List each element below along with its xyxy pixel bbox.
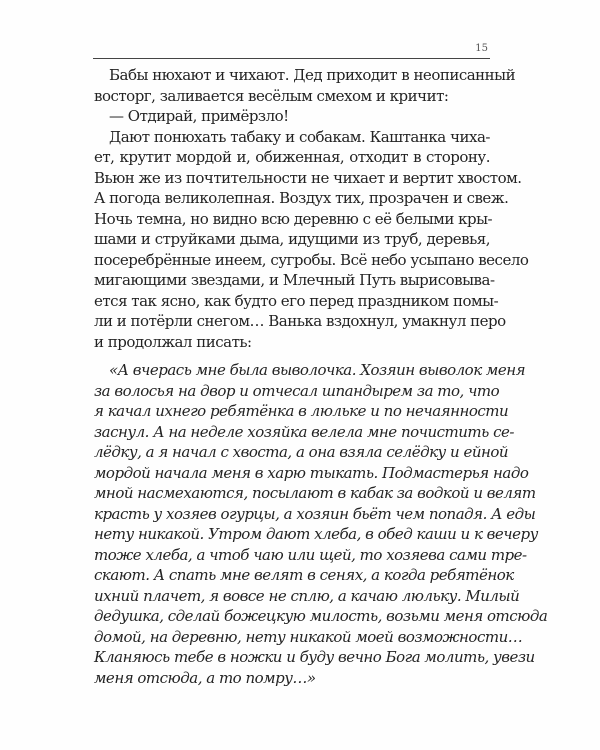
narrative-paragraphs	[94, 65, 529, 352]
letter-line: меня отсюда, а то помру…»	[94, 668, 316, 687]
page-number: 15	[475, 43, 488, 54]
narrative-line: — Отдирай, примёрзло!	[109, 107, 289, 125]
letter-line: нету никакой. Утром дают хлеба, в обед каши и к вечеру	[94, 525, 538, 543]
letter-line: красть у хозяев огурцы, а хозяин бьёт чем попадя. А еды	[94, 504, 536, 523]
letter-line: скают. А спать мне велят в сенях, а когда ребятёнок	[94, 566, 514, 584]
letter-line: мордой начала меня в харю тыкать. Подмастерья надо	[94, 463, 529, 482]
narrative-line: восторг, заливается весёлым смехом и кричит:	[94, 86, 449, 105]
letter-quote	[94, 360, 548, 688]
letter-line: за волосья на двор и отчесал шпандырем за то, что	[94, 381, 500, 400]
letter-line: дедушка, сделай божецкую милость, возьми меня отсюда	[94, 607, 548, 625]
paragraph-gap	[94, 352, 490, 360]
letter-line: тоже хлеба, а чтоб чаю или щей, то хозяева сами тре-	[94, 545, 527, 564]
narrative-line: А погода великолепная. Воздух тих, прозрачен и свеж.	[94, 189, 509, 207]
header-rule	[93, 58, 490, 59]
narrative-line: ется так ясно, как будто его перед праздником помы-	[94, 291, 499, 310]
letter-line: Кланяюсь тебе в ножки и буду вечно Бога молить, увези	[94, 648, 535, 666]
letter-line: мной насмехаются, посылают в кабак за водкой и велят	[94, 484, 536, 502]
narrative-line: Дают понюхать табаку и собакам. Каштанка чиха-	[109, 127, 490, 146]
letter-line: «А вчерась мне была выволочка. Хозяин выволок меня	[109, 361, 526, 379]
narrative-line: шами и струйками дыма, идущими из труб, деревья,	[94, 230, 490, 248]
letter-line: заснул. А на неделе хозяйка велела мне почистить се-	[94, 422, 514, 441]
letter-line: лёдку, а я начал с хвоста, а она взяла селёдку и ейной	[94, 443, 509, 461]
narrative-line: посеребрённые инеем, сугробы. Всё небо усыпано весело	[94, 250, 529, 269]
page-body	[94, 65, 548, 688]
letter-line: я качал ихнего ребятёнка в люльке и по нечаянности	[94, 402, 509, 420]
narrative-line: Ночь темна, но видно всю деревню с её белыми кры-	[94, 209, 493, 228]
narrative-line: Бабы нюхают и чихают. Дед приходит в неописанный	[109, 66, 516, 84]
narrative-line: и продолжал писать:	[94, 332, 252, 351]
narrative-line: ли и потёрли снегом… Ванька вздохнул, умакнул перо	[94, 312, 506, 330]
letter-line: ихний плачет, я вовсе не сплю, а качаю люльку. Милый	[94, 586, 520, 605]
narrative-line: ет, крутит мордой и, обиженная, отходит в сторону.	[94, 148, 490, 166]
narrative-line: мигающими звездами, и Млечный Путь вырисовыва-	[94, 271, 495, 289]
narrative-line: Вьюн же из почтительности не чихает и вертит хвостом.	[94, 168, 522, 187]
letter-line: домой, на деревню, нету никакой моей возможности…	[94, 627, 523, 646]
